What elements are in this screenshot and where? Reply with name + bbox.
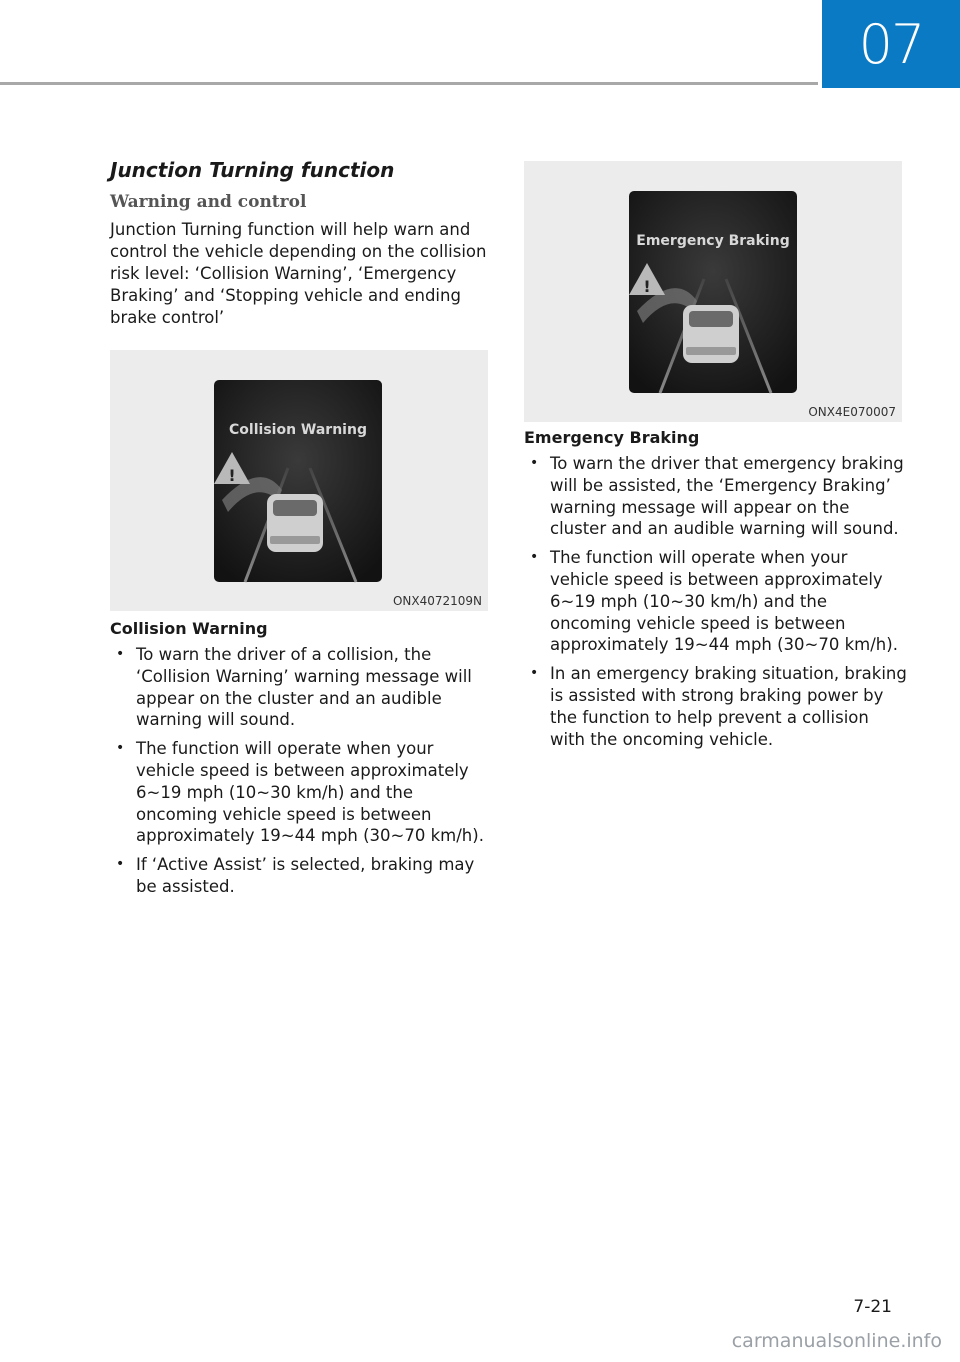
list-item: • To warn the driver that emergency braking will be assisted, the ‘Emergency Braking’ warning message will appear on the cluster and an audible warning will sound. [524, 453, 908, 540]
collision-warning-heading: Collision Warning [110, 619, 268, 638]
list-item: • The function will operate when your vehicle speed is between approximately 6~19 mph (10~30 km/h) and the oncoming vehicle speed is between approximately 19~44 mph (30~70 km/h). [110, 738, 494, 847]
emergency-braking-list [524, 453, 908, 750]
svg-text:!: ! [643, 277, 651, 296]
list-item: • If ‘Active Assist’ is selected, braking may be assisted. [110, 854, 494, 898]
list-item: • In an emergency braking situation, braking is assisted with strong braking power by the function to help prevent a collision with the oncoming vehicle. [524, 663, 908, 750]
header-rule [0, 82, 818, 85]
cluster-display-illustration [110, 350, 488, 611]
watermark: carmanualsonline.info [731, 1330, 942, 1352]
figure-code: ONX4E070007 [808, 405, 896, 419]
collision-warning-list [110, 644, 494, 898]
chapter-number: 07 [858, 12, 924, 76]
intro-paragraph: Junction Turning function will help warn and control the vehicle depending on the collision risk level: ‘Collision Warning’, ‘Emergency Braking’ and ‘Stopping vehicle and ending brake control’ [110, 220, 487, 327]
collision-warning-block [110, 619, 494, 905]
list-item: • The function will operate when your vehicle speed is between approximately 6~19 mph (10~30 km/h) and the oncoming vehicle speed is between approximately 19~44 mph (30~70 km/h). [524, 547, 908, 656]
page-number: 7-21 [853, 1297, 892, 1317]
collision-warning-figure [110, 350, 488, 611]
emergency-braking-heading: Emergency Braking [524, 428, 700, 447]
chapter-tab [822, 0, 960, 88]
cluster-display-illustration [524, 161, 902, 422]
section-subtitle: Warning and control [110, 192, 307, 212]
cluster-message: Collision Warning [229, 422, 367, 438]
list-item: • To warn the driver of a collision, the ‘Collision Warning’ warning message will appear on the cluster and an audible warning will sound. [110, 644, 494, 731]
svg-text:!: ! [228, 466, 236, 485]
figure-code: ONX4072109N [392, 594, 482, 608]
emergency-braking-block [524, 428, 908, 757]
emergency-braking-figure [524, 161, 902, 422]
cluster-message: Emergency Braking [636, 233, 790, 249]
section-title: Junction Turning function [110, 158, 395, 182]
